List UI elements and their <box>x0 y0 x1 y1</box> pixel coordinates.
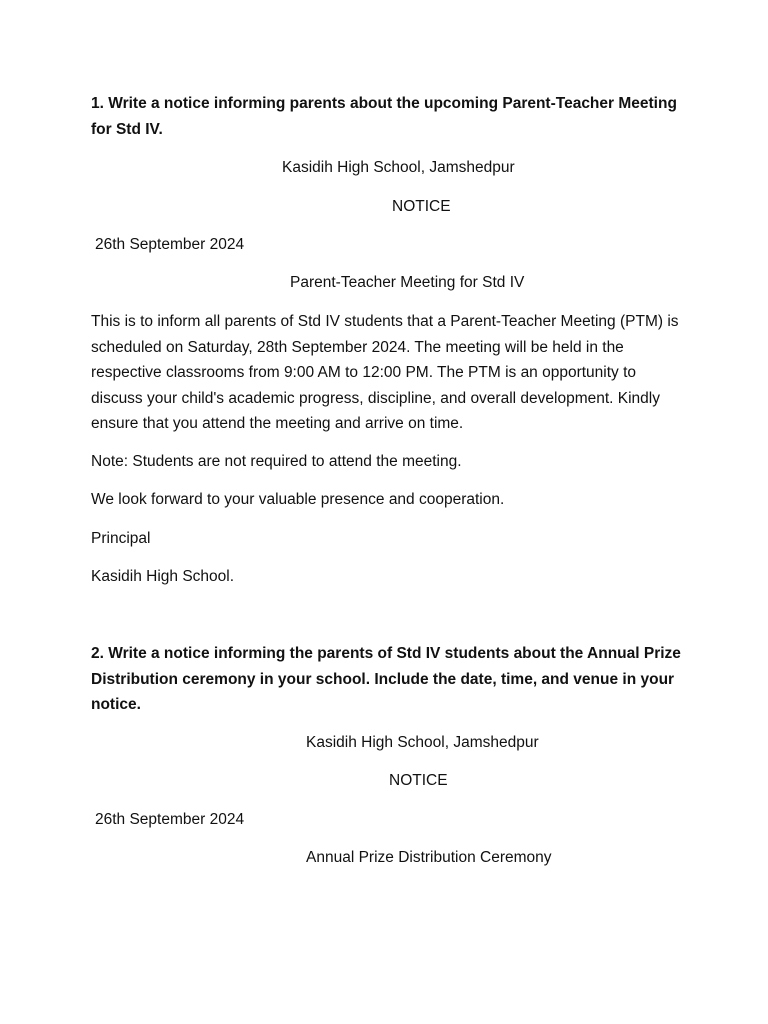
q2-notice-subject: Annual Prize Distribution Ceremony <box>306 849 552 866</box>
q1-signatory-org: Kasidih High School. <box>91 568 235 585</box>
q1-signatory: Principal <box>91 530 151 547</box>
q1-notice-label: NOTICE <box>392 198 451 215</box>
question-2-heading: 2. Write a notice informing the parents of Std IV students about the Annual Prize Distribution ceremony in your school. Include the date, time, and venue in your notice. <box>91 645 681 713</box>
q1-notice-subject: Parent-Teacher Meeting for Std IV <box>290 274 525 291</box>
q1-notice-note: Note: Students are not required to attend the meeting. <box>91 453 462 470</box>
q2-school-name: Kasidih High School, Jamshedpur <box>306 734 539 751</box>
q2-notice-date: 26th September 2024 <box>95 811 245 828</box>
q2-notice-label: NOTICE <box>389 772 448 789</box>
q1-school-name: Kasidih High School, Jamshedpur <box>282 159 515 176</box>
q1-notice-date: 26th September 2024 <box>95 236 245 253</box>
q1-notice-body: This is to inform all parents of Std IV students that a Parent-Teacher Meeting (PTM) is scheduled on Saturday, 28th September 2024. The meeting will be held in the respective classrooms from 9:00 AM to 12:00 PM. The PTM is an opportunity to discuss your child's academic progress, discipline, and overall development. Kindly ensure that you attend the meeting and arrive on time. <box>91 313 679 432</box>
q1-notice-closing: We look forward to your valuable presence and cooperation. <box>91 491 505 508</box>
question-1-heading: 1. Write a notice informing parents about the upcoming Parent-Teacher Meeting for Std IV. <box>91 95 677 138</box>
